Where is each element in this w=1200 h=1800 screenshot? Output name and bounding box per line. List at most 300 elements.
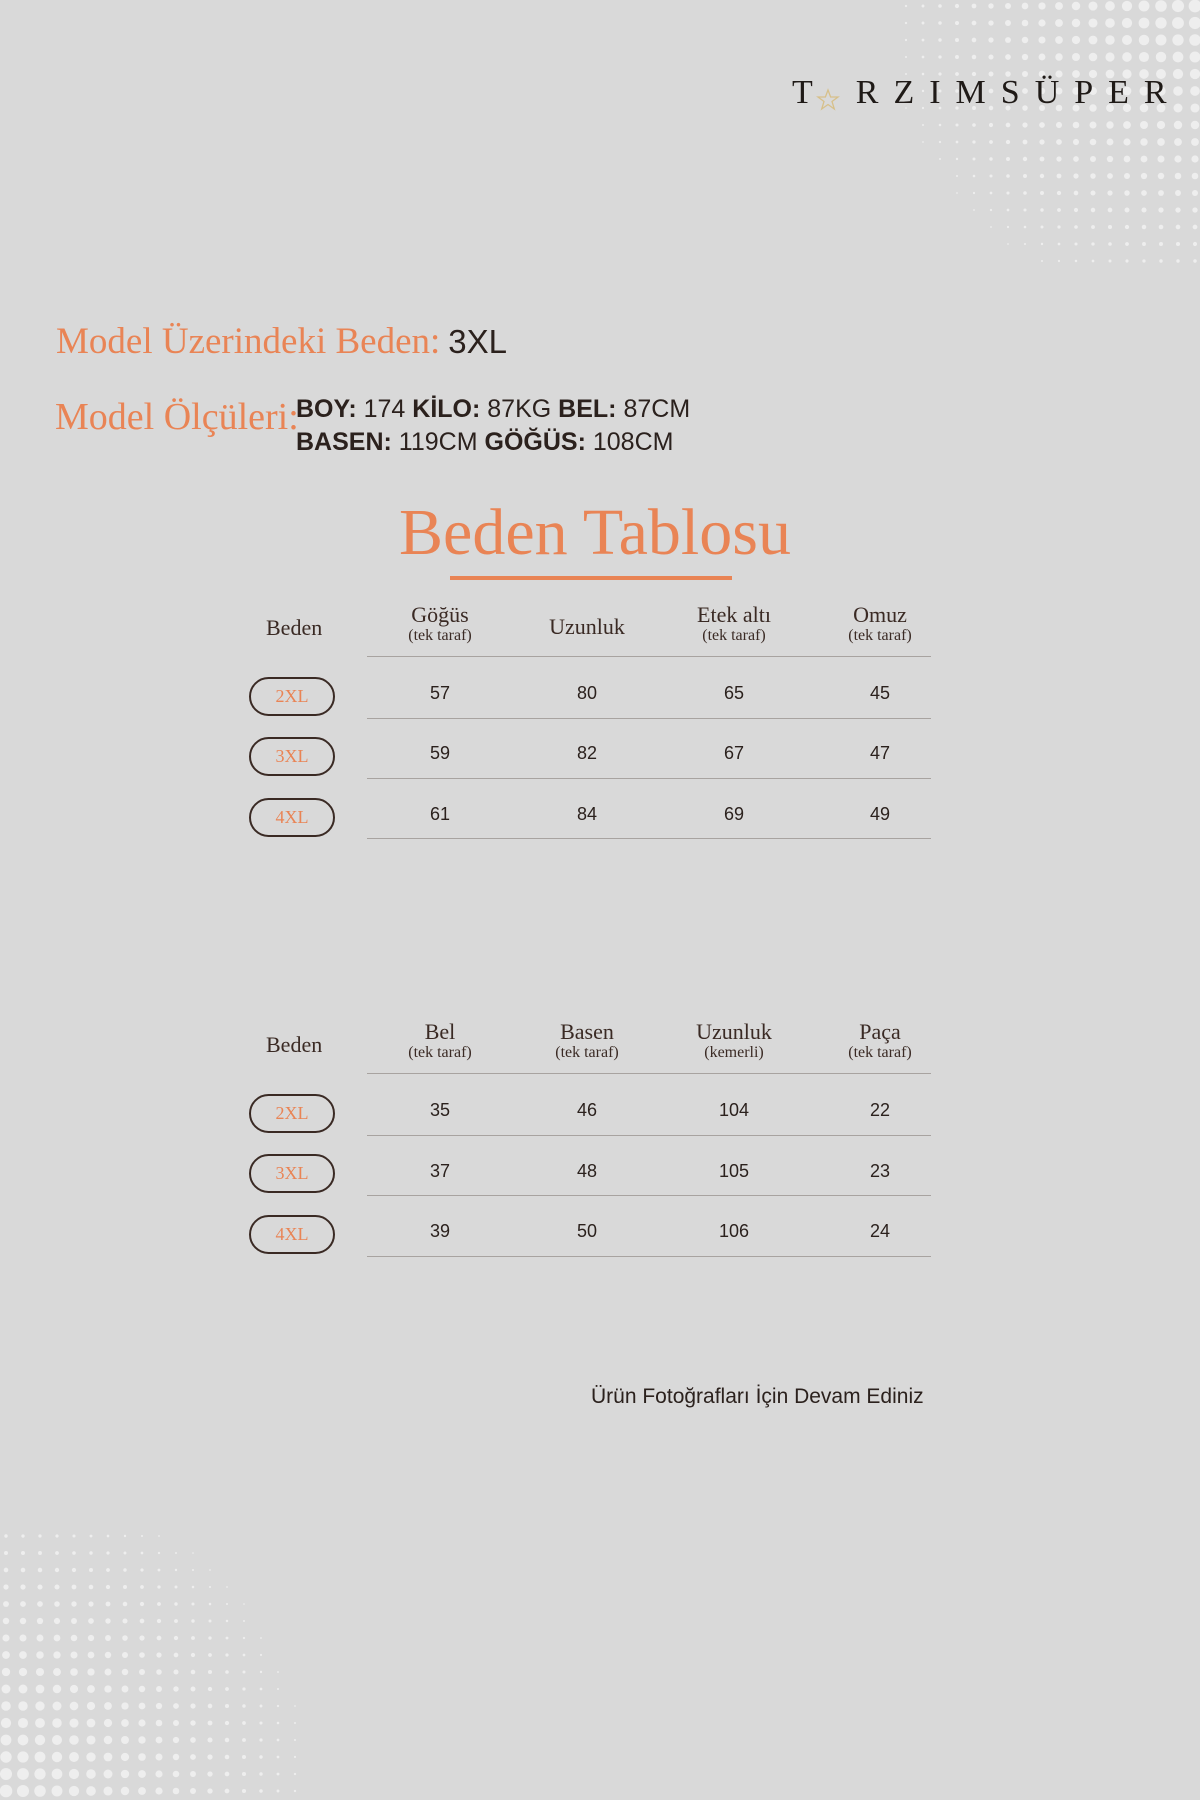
decorative-dot <box>20 1584 25 1589</box>
decorative-dot <box>1073 122 1080 129</box>
decorative-dot <box>1106 121 1113 128</box>
table-cell: 69 <box>723 804 745 824</box>
decorative-dot <box>1006 123 1011 128</box>
kilo-value: 87KG <box>487 395 552 423</box>
decorative-dot <box>141 1552 144 1555</box>
decorative-dot <box>1056 122 1062 128</box>
decorative-dot <box>243 1654 246 1657</box>
decorative-dot <box>138 1787 146 1795</box>
decorative-dot <box>207 1737 212 1742</box>
decorative-dot <box>88 1635 94 1641</box>
table-cell: 82 <box>576 743 598 763</box>
bel-value: 87CM <box>623 395 691 423</box>
decorative-dot <box>1023 157 1027 161</box>
decorative-dot <box>225 1721 229 1725</box>
decorative-dot <box>121 1719 129 1727</box>
decorative-dot <box>139 1686 145 1692</box>
decorative-dot <box>225 1687 229 1691</box>
decorative-dot <box>225 1738 229 1742</box>
decorative-dot <box>1193 259 1197 263</box>
decorative-dot <box>139 1652 145 1658</box>
decorative-dot <box>37 1635 44 1642</box>
decorative-dot <box>1022 3 1029 10</box>
decorative-dot <box>1157 138 1165 146</box>
decorative-dot <box>156 1703 162 1709</box>
decorative-dot <box>260 1671 262 1673</box>
decorative-dot <box>104 1719 112 1727</box>
size-badge: 3XL <box>249 1154 335 1193</box>
decorative-dot <box>38 1551 42 1555</box>
decorative-dot <box>104 1685 111 1692</box>
decorative-dot <box>242 1704 245 1707</box>
decorative-dot <box>124 1552 127 1555</box>
decorative-dot <box>294 1739 296 1741</box>
column-header-sub: (tek taraf) <box>408 627 472 644</box>
decorative-dot <box>71 1635 78 1642</box>
decorative-dot <box>1190 103 1199 112</box>
decorative-dot <box>243 1620 245 1622</box>
decorative-dot <box>225 1789 230 1794</box>
decorative-dot <box>1038 19 1045 26</box>
decorative-dot <box>243 1637 245 1639</box>
decorative-dot <box>1124 190 1129 195</box>
decorative-dot <box>988 37 993 42</box>
decorative-dot <box>107 1535 110 1538</box>
decorative-dot <box>173 1703 179 1709</box>
decorative-dot <box>52 1752 62 1762</box>
title-underline <box>450 576 732 580</box>
decorative-dot <box>86 1752 95 1761</box>
decorative-dot <box>207 1754 212 1759</box>
decorative-dot <box>260 1654 262 1656</box>
decorative-dot <box>1057 191 1061 195</box>
decorative-dot <box>106 1551 109 1554</box>
decorative-dot <box>259 1755 262 1758</box>
decorative-dot <box>191 1670 196 1675</box>
decorative-dot <box>922 22 925 25</box>
decorative-dot <box>1006 174 1010 178</box>
decorative-dot <box>1124 156 1131 163</box>
column-header <box>380 1020 500 1062</box>
decorative-dot <box>1108 225 1112 229</box>
decorative-dot <box>1056 139 1062 145</box>
decorative-dot <box>243 1603 245 1605</box>
decorative-dot <box>1192 207 1197 212</box>
decorative-dot <box>37 1618 43 1624</box>
decorative-dot <box>122 1652 128 1658</box>
decorative-dot <box>1155 17 1166 28</box>
decorative-dot <box>988 20 993 25</box>
decorative-dot <box>89 1551 92 1554</box>
decorative-dot <box>1040 191 1044 195</box>
decorative-dot <box>1158 190 1164 196</box>
decorative-dot <box>88 1652 95 1659</box>
decorative-dot <box>1176 225 1181 230</box>
decorative-dot <box>69 1769 79 1779</box>
column-header <box>820 1020 940 1062</box>
decorative-dot <box>54 1618 60 1624</box>
decorative-dot <box>122 1635 128 1641</box>
decorative-dot <box>156 1686 162 1692</box>
decorative-dot <box>17 1768 29 1780</box>
decorative-dot <box>190 1737 196 1743</box>
decorative-dot <box>122 1669 128 1675</box>
decorative-dot <box>1190 52 1200 63</box>
decorative-dot <box>140 1619 145 1624</box>
decorative-dot <box>105 1652 111 1658</box>
decorative-dot <box>939 158 941 160</box>
column-header-label: Bel <box>424 1019 456 1044</box>
decorative-dot <box>55 1585 60 1590</box>
decorative-dot <box>225 1772 230 1777</box>
decorative-dot <box>955 4 959 8</box>
table-cell: 67 <box>723 743 745 763</box>
column-header <box>820 603 940 645</box>
continue-note: Ürün Fotoğrafları İçin Devam Ediniz <box>591 1385 924 1408</box>
decorative-dot <box>55 1534 58 1537</box>
brand-logo <box>792 74 1182 112</box>
table-divider <box>367 838 931 839</box>
decorative-dot <box>4 1534 7 1537</box>
table-cell: 22 <box>869 1100 891 1120</box>
decorative-dot <box>1192 190 1198 196</box>
decorative-dot <box>1058 260 1060 262</box>
decorative-dot <box>938 4 942 8</box>
decorative-dot <box>208 1670 212 1674</box>
decorative-dot <box>20 1618 26 1624</box>
decorative-dot <box>87 1719 96 1728</box>
decorative-dot <box>69 1718 78 1727</box>
basen-value: 119CM <box>398 428 478 456</box>
decorative-dot <box>259 1721 262 1724</box>
decorative-dot <box>139 1703 146 1710</box>
decorative-dot <box>1141 190 1147 196</box>
decorative-dot <box>225 1653 228 1656</box>
size-badge: 2XL <box>249 677 335 716</box>
decorative-dot <box>191 1619 194 1622</box>
decorative-dot <box>106 1568 110 1572</box>
model-measurements <box>296 393 690 459</box>
boy-label: BOY: <box>296 395 357 423</box>
decorative-dot <box>36 1685 45 1694</box>
decorative-dot <box>1176 259 1179 262</box>
decorative-dot <box>1041 260 1043 262</box>
decorative-dot <box>124 1535 126 1537</box>
column-header-label: Göğüs <box>411 602 469 627</box>
decorative-dot <box>2 1634 9 1641</box>
decorative-dot <box>1024 243 1026 245</box>
decorative-dot <box>34 1785 46 1797</box>
decorative-dot <box>1055 19 1063 27</box>
table-cell: 59 <box>429 743 451 763</box>
decorative-dot <box>955 38 959 42</box>
decorative-dot <box>17 1751 28 1762</box>
column-header <box>527 615 647 639</box>
decorative-dot <box>922 56 925 59</box>
decorative-dot <box>1191 138 1199 146</box>
table-cell: 35 <box>429 1100 451 1120</box>
decorative-dot <box>138 1770 146 1778</box>
decorative-dot <box>1005 3 1011 9</box>
column-header <box>674 1020 794 1062</box>
decorative-dot <box>208 1704 213 1709</box>
decorative-dot <box>1141 173 1147 179</box>
decorative-dot <box>1107 139 1114 146</box>
column-header-sub: (tek taraf) <box>848 1044 912 1061</box>
decorative-dot <box>225 1704 229 1708</box>
decorative-dot <box>35 1701 44 1710</box>
decorative-dot <box>1006 191 1009 194</box>
decorative-dot <box>1158 173 1164 179</box>
decorative-dot <box>89 1568 93 1572</box>
decorative-dot <box>1090 139 1097 146</box>
size-badge: 4XL <box>249 1215 335 1254</box>
decorative-dot <box>140 1568 143 1571</box>
decorative-dot <box>294 1756 296 1758</box>
decorative-dot <box>1156 52 1166 62</box>
table-divider <box>367 656 931 657</box>
decorative-dot <box>259 1772 262 1775</box>
decorative-dot <box>1189 34 1200 46</box>
decorative-dot <box>1090 173 1096 179</box>
decorative-dot <box>1122 18 1132 28</box>
decorative-dot <box>3 1618 9 1624</box>
decorative-dot <box>956 192 958 194</box>
decorative-dot <box>106 1585 110 1589</box>
decorative-dot <box>1092 260 1095 263</box>
decorative-dot <box>242 1772 246 1776</box>
decorative-dot <box>1038 2 1045 9</box>
decorative-dot <box>72 1568 76 1572</box>
decorative-dot <box>121 1753 129 1761</box>
decorative-dot <box>72 1551 76 1555</box>
decorative-dot <box>1124 173 1130 179</box>
decorative-dot <box>1108 242 1112 246</box>
decorative-dot <box>190 1720 195 1725</box>
decorative-dot <box>175 1569 177 1571</box>
decorative-dot <box>105 1669 112 1676</box>
table-cell: 37 <box>429 1161 451 1181</box>
decorative-dot <box>1172 17 1184 29</box>
decorative-dot <box>155 1787 162 1794</box>
table-cell: 50 <box>576 1221 598 1241</box>
table-divider <box>367 1195 931 1196</box>
decorative-dot <box>1107 156 1113 162</box>
decorative-dot <box>1107 190 1112 195</box>
decorative-dot <box>122 1618 127 1623</box>
column-header-label: Basen <box>560 1019 614 1044</box>
decorative-dot <box>973 192 975 194</box>
decorative-dot <box>922 124 924 126</box>
decorative-dot <box>191 1653 195 1657</box>
decorative-dot <box>1055 53 1062 60</box>
decorative-dot <box>1125 208 1130 213</box>
decorative-dot <box>55 1551 59 1555</box>
decorative-dot <box>1174 121 1182 129</box>
decorative-dot <box>1072 53 1080 61</box>
decorative-dot <box>972 140 975 143</box>
model-size-line <box>56 320 507 363</box>
kilo-label: KİLO: <box>412 395 481 423</box>
decorative-dot <box>123 1602 128 1607</box>
decorative-dot <box>2 1685 11 1694</box>
decorative-dot <box>938 38 941 41</box>
decorative-dot <box>141 1535 143 1537</box>
decorative-dot <box>1105 1 1115 11</box>
decorative-dot <box>106 1602 111 1607</box>
decorative-dot <box>1089 121 1096 128</box>
decorative-dot <box>155 1770 162 1777</box>
decorative-dot <box>35 1735 45 1745</box>
decorative-dot <box>90 1535 93 1538</box>
decorative-dot <box>1141 156 1148 163</box>
decorative-dot <box>87 1702 95 1710</box>
decorative-dot <box>86 1786 96 1796</box>
size-column-header: Beden <box>266 1032 323 1057</box>
decorative-dot <box>138 1719 145 1726</box>
decorative-dot <box>1125 225 1129 229</box>
decorative-dot <box>72 1585 77 1590</box>
decorative-dot <box>37 1601 43 1607</box>
decorative-dot <box>71 1618 77 1624</box>
decorative-dot <box>209 1569 211 1571</box>
decorative-dot <box>123 1585 127 1589</box>
bel-label: BEL: <box>558 395 617 423</box>
decorative-dot <box>973 158 976 161</box>
decorative-dot <box>1105 52 1114 61</box>
decorative-dot <box>121 1702 128 1709</box>
decorative-dot <box>156 1652 161 1657</box>
decorative-dot <box>123 1568 126 1571</box>
decorative-dot <box>243 1671 246 1674</box>
decorative-dot <box>1140 138 1147 145</box>
decorative-dot <box>1139 1 1150 12</box>
decorative-dot <box>1088 18 1097 27</box>
decorative-dot <box>905 22 907 24</box>
decorative-dot <box>1191 121 1199 129</box>
decorative-dot <box>121 1770 129 1778</box>
table-divider <box>367 1256 931 1257</box>
gogus-value: 108CM <box>592 428 674 456</box>
column-header-sub: (tek taraf) <box>555 1044 619 1061</box>
decorative-dot <box>1193 225 1198 230</box>
decorative-dot <box>1141 207 1146 212</box>
decorative-dot <box>38 1534 41 1537</box>
boy-value: 174 <box>363 395 406 423</box>
decorative-dot <box>1172 0 1184 12</box>
decorative-dot <box>225 1670 229 1674</box>
decorative-dot <box>86 1769 96 1779</box>
decorative-dot <box>956 141 959 144</box>
decorative-dot <box>972 55 977 60</box>
decorative-dot <box>277 1790 280 1793</box>
decorative-dot <box>190 1703 195 1708</box>
decorative-dot <box>174 1653 179 1658</box>
decorative-dot <box>1022 20 1029 27</box>
decorative-dot <box>1109 260 1112 263</box>
decorative-dot <box>21 1568 26 1573</box>
decorative-dot <box>905 39 907 41</box>
decorative-dot <box>1142 242 1146 246</box>
decorative-dot <box>1072 2 1080 10</box>
decorative-dot <box>0 1785 12 1798</box>
decorative-dot <box>1175 173 1182 180</box>
decorative-dot <box>277 1739 280 1742</box>
decorative-dot <box>1156 35 1167 46</box>
table-cell: 61 <box>429 804 451 824</box>
decorative-dot <box>157 1585 160 1588</box>
decorative-dot <box>53 1668 61 1676</box>
decorative-dot <box>1157 121 1165 129</box>
decorative-dot <box>989 174 992 177</box>
decorative-dot <box>17 1785 29 1797</box>
decorative-dot <box>88 1601 93 1606</box>
decorative-dot <box>3 1601 9 1607</box>
decorative-dot <box>242 1755 246 1759</box>
page-title: Beden Tablosu <box>399 496 791 569</box>
decorative-dot <box>190 1754 196 1760</box>
decorative-dot <box>138 1753 146 1761</box>
decorative-dot <box>19 1651 27 1659</box>
decorative-dot <box>139 1669 145 1675</box>
decorative-dot <box>1041 243 1043 245</box>
decorative-dot <box>955 55 959 59</box>
table-cell: 104 <box>718 1100 750 1120</box>
decorative-dot <box>52 1769 63 1780</box>
decorative-dot <box>1007 209 1010 212</box>
decorative-dot <box>1074 191 1079 196</box>
decorative-dot <box>69 1786 79 1796</box>
size-column-header: Beden <box>266 615 323 640</box>
decorative-dot <box>242 1789 246 1793</box>
table-cell: 48 <box>576 1161 598 1181</box>
decorative-dot <box>973 209 975 211</box>
decorative-dot <box>1123 138 1130 145</box>
decorative-dot <box>1091 242 1094 245</box>
decorative-dot <box>70 1668 78 1676</box>
decorative-dot <box>156 1737 163 1744</box>
decorative-dot <box>104 1736 113 1745</box>
decorative-dot <box>938 55 941 58</box>
model-size-label: Model Üzerindeki Beden: <box>56 321 441 362</box>
decorative-dot <box>157 1619 161 1623</box>
decorative-dot <box>277 1688 279 1690</box>
decorative-dot <box>905 56 907 58</box>
decorative-dot <box>87 1685 95 1693</box>
decorative-dot <box>208 1687 212 1691</box>
decorative-dot <box>1190 86 1200 96</box>
table-cell: 24 <box>869 1221 891 1241</box>
decorative-dot <box>20 1601 26 1607</box>
decorative-dot <box>192 1569 194 1571</box>
decorative-dot <box>226 1637 229 1640</box>
decorative-dot <box>175 1586 178 1589</box>
decorative-dot <box>121 1787 129 1795</box>
decorative-dot <box>1190 69 1200 79</box>
decorative-dot <box>1174 138 1182 146</box>
decorative-dot <box>1089 36 1098 45</box>
decorative-dot <box>1072 36 1080 44</box>
decorative-dot <box>19 1685 28 1694</box>
decorative-dot <box>225 1755 230 1760</box>
decorative-dot <box>259 1789 263 1793</box>
decorative-dot <box>1155 0 1167 12</box>
decorative-dot <box>121 1736 129 1744</box>
decorative-dot <box>939 124 942 127</box>
decorative-dot <box>1122 1 1132 11</box>
table-cell: 65 <box>723 683 745 703</box>
decorative-dot <box>1040 157 1045 162</box>
